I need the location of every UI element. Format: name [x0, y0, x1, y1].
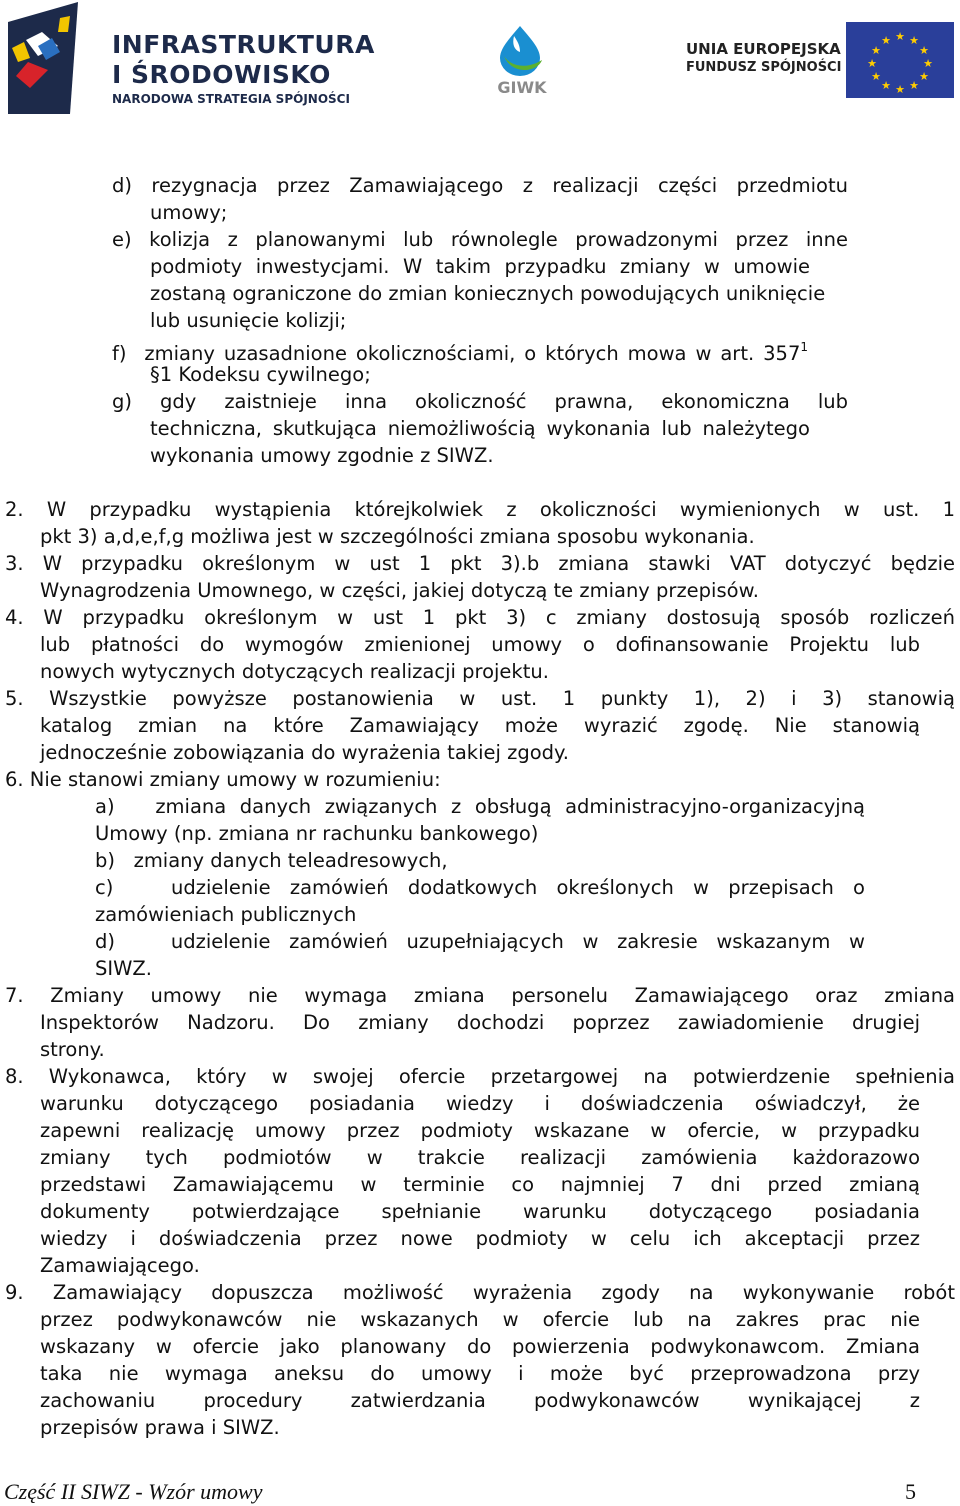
fund-label: FUNDUSZ SPÓJNOŚCI: [686, 60, 842, 75]
text-line: strony.: [40, 1038, 105, 1061]
text-line: 4. W przypadku określonym w ust 1 pkt 3) c zmiany dostosują sposób rozliczeń: [5, 606, 955, 629]
text-line: a) zmiana danych związanych z obsługą administracyjno-organizacyjną: [95, 795, 865, 818]
eu-flag-icon: [846, 22, 954, 98]
infrastruktura-srodowisko-logo: [8, 2, 375, 114]
text-line: e) kolizja z planowanymi lub równolegle prowadzonymi przez inne: [112, 228, 848, 251]
text-line: wykonania umowy zgodnie z SIWZ.: [150, 444, 494, 467]
text-line: wskazany w ofercie jako planowany do powierzenia podwykonawcom. Zmiana: [40, 1335, 920, 1358]
svg-text:★: ★: [909, 34, 919, 47]
infrastruktura-logo-mark-icon: [8, 2, 103, 114]
text-line: podmioty inwestycjami. W takim przypadku zmiany w umowie: [150, 255, 810, 278]
text-line: 6. Nie stanowi zmiany umowy w rozumieniu:: [5, 768, 441, 791]
giwk-label: GIWK: [497, 78, 547, 97]
text-line: c) udzielenie zamówień dodatkowych określonych w przepisach o: [95, 876, 865, 899]
svg-text:★: ★: [895, 30, 905, 43]
page-header: [0, 0, 960, 120]
text-line: lub usunięcie kolizji;: [150, 309, 347, 332]
text-line: pkt 3) a,d,e,f,g możliwa jest w szczególności zmiana sposobu wykonania.: [40, 525, 755, 548]
text-line: lub płatności do wymogów zmienionej umowy o dofinansowanie Projektu lub: [40, 633, 920, 656]
text-line: zapewni realizację umowy przez podmioty wskazane w ofercie, w przypadku: [40, 1119, 920, 1142]
svg-text:★: ★: [923, 57, 933, 70]
text-line: zostaną ograniczone do zmian koniecznych powodujących uniknięcie: [150, 282, 826, 305]
text-line: f) zmiany uzasadnione okolicznościami, o których mowa w art. $357^1$: [112, 340, 808, 365]
text-line: 7. Zmiany umowy nie wymaga zmiana personelu Zamawiającego oraz zmiana: [5, 984, 955, 1007]
logo-line-2: I ŚRODOWISKO: [112, 60, 331, 89]
footer-title: Część II SIWZ - Wzór umowy: [4, 1479, 263, 1504]
svg-text:★: ★: [895, 83, 905, 96]
text-line: Wynagrodzenia Umownego, w części, jakiej dotyczą te zmiany przepisów.: [40, 579, 759, 602]
text-line: Inspektorów Nadzoru. Do zmiany dochodzi poprzez zawiadomienie drugiej: [40, 1011, 920, 1034]
svg-text:★: ★: [919, 70, 929, 83]
text-line: 5. Wszystkie powyższe postanowienia w ust. 1 punkty 1), 2) i 3) stanowią: [5, 687, 955, 710]
text-line: dokumenty potwierdzające spełnianie warunku dotyczącego posiadania: [40, 1200, 920, 1223]
water-drop-icon: [490, 22, 554, 78]
logo-line-3: NARODOWA STRATEGIA SPÓJNOŚCI: [112, 92, 350, 106]
text-line: SIWZ.: [95, 957, 152, 980]
text-line: zamówieniach publicznych: [95, 903, 357, 926]
svg-text:★: ★: [881, 79, 891, 92]
text-line: umowy;: [150, 201, 228, 224]
text-line: przez podwykonawców nie wskazanych w ofercie lub na zakres prac nie: [40, 1308, 920, 1331]
text-line: taka nie wymaga aneksu do umowy i może być przeprowadzona przy: [40, 1362, 920, 1385]
text-line: przedstawi Zamawiającemu w terminie co najmniej 7 dni przed zmianą: [40, 1173, 920, 1196]
svg-text:★: ★: [867, 57, 877, 70]
text-line: g) gdy zaistnieje inna okoliczność prawna, ekonomiczna lub: [112, 390, 848, 413]
text-line: d) udzielenie zamówień uzupełniających w zakresie wskazanym w: [95, 930, 865, 953]
text-line: przepisów prawa i SIWZ.: [40, 1416, 280, 1439]
giwk-logo: [490, 22, 554, 102]
text-line: techniczna, skutkująca niemożliwością wykonania lub należytego: [150, 417, 810, 440]
text-line: 9. Zamawiający dopuszcza możliwość wyrażenia zgody na wykonywanie robót: [5, 1281, 955, 1304]
text-line: zmiany tych podmiotów w trakcie realizacji zamówienia każdorazowo: [40, 1146, 920, 1169]
text-line: warunku dotyczącego posiadania wiedzy i doświadczenia oświadczył, że: [40, 1092, 920, 1115]
svg-text:★: ★: [871, 70, 881, 83]
text-line: b) zmiany danych teleadresowych,: [95, 849, 448, 872]
text-line: 3. W przypadku określonym w ust 1 pkt 3).b zmiana stawki VAT dotyczyć będzie: [5, 552, 955, 575]
page-number: 5: [905, 1479, 916, 1504]
article-superscript: 1: [800, 340, 808, 354]
svg-text:★: ★: [881, 34, 891, 47]
text-line: zachowaniu procedury zatwierdzania podwykonawców wynikającej z: [40, 1389, 920, 1412]
text-line: 2. W przypadku wystąpienia którejkolwiek z okoliczności wymienionych w ust. 1: [5, 498, 955, 521]
logo-line-1: INFRASTRUKTURA: [112, 30, 375, 59]
text-line: Zamawiającego.: [40, 1254, 200, 1277]
svg-text:★: ★: [871, 44, 881, 57]
text-line: 8. Wykonawca, który w swojej ofercie przetargowej na potwierdzenie spełnienia: [5, 1065, 955, 1088]
text-line: Umowy (np. zmiana nr rachunku bankowego): [95, 822, 539, 845]
svg-text:★: ★: [919, 44, 929, 57]
svg-text:★: ★: [909, 79, 919, 92]
text-line: nowych wytycznych dotyczących realizacji projektu.: [40, 660, 549, 683]
text-line: jednocześnie zobowiązania do wyrażenia takiej zgody.: [40, 741, 569, 764]
eu-label: UNIA EUROPEJSKA: [686, 40, 841, 58]
text-line: katalog zmian na które Zamawiający może wyrazić zgodę. Nie stanowią: [40, 714, 920, 737]
text-line: d) rezygnacja przez Zamawiającego z realizacji części przedmiotu: [112, 174, 848, 197]
text-line: wiedzy i doświadczenia przez nowe podmioty w celu ich akceptacji przez: [40, 1227, 920, 1250]
text-line: §1 Kodeksu cywilnego;: [150, 363, 371, 386]
eu-cohesion-fund-logo: [686, 22, 956, 98]
